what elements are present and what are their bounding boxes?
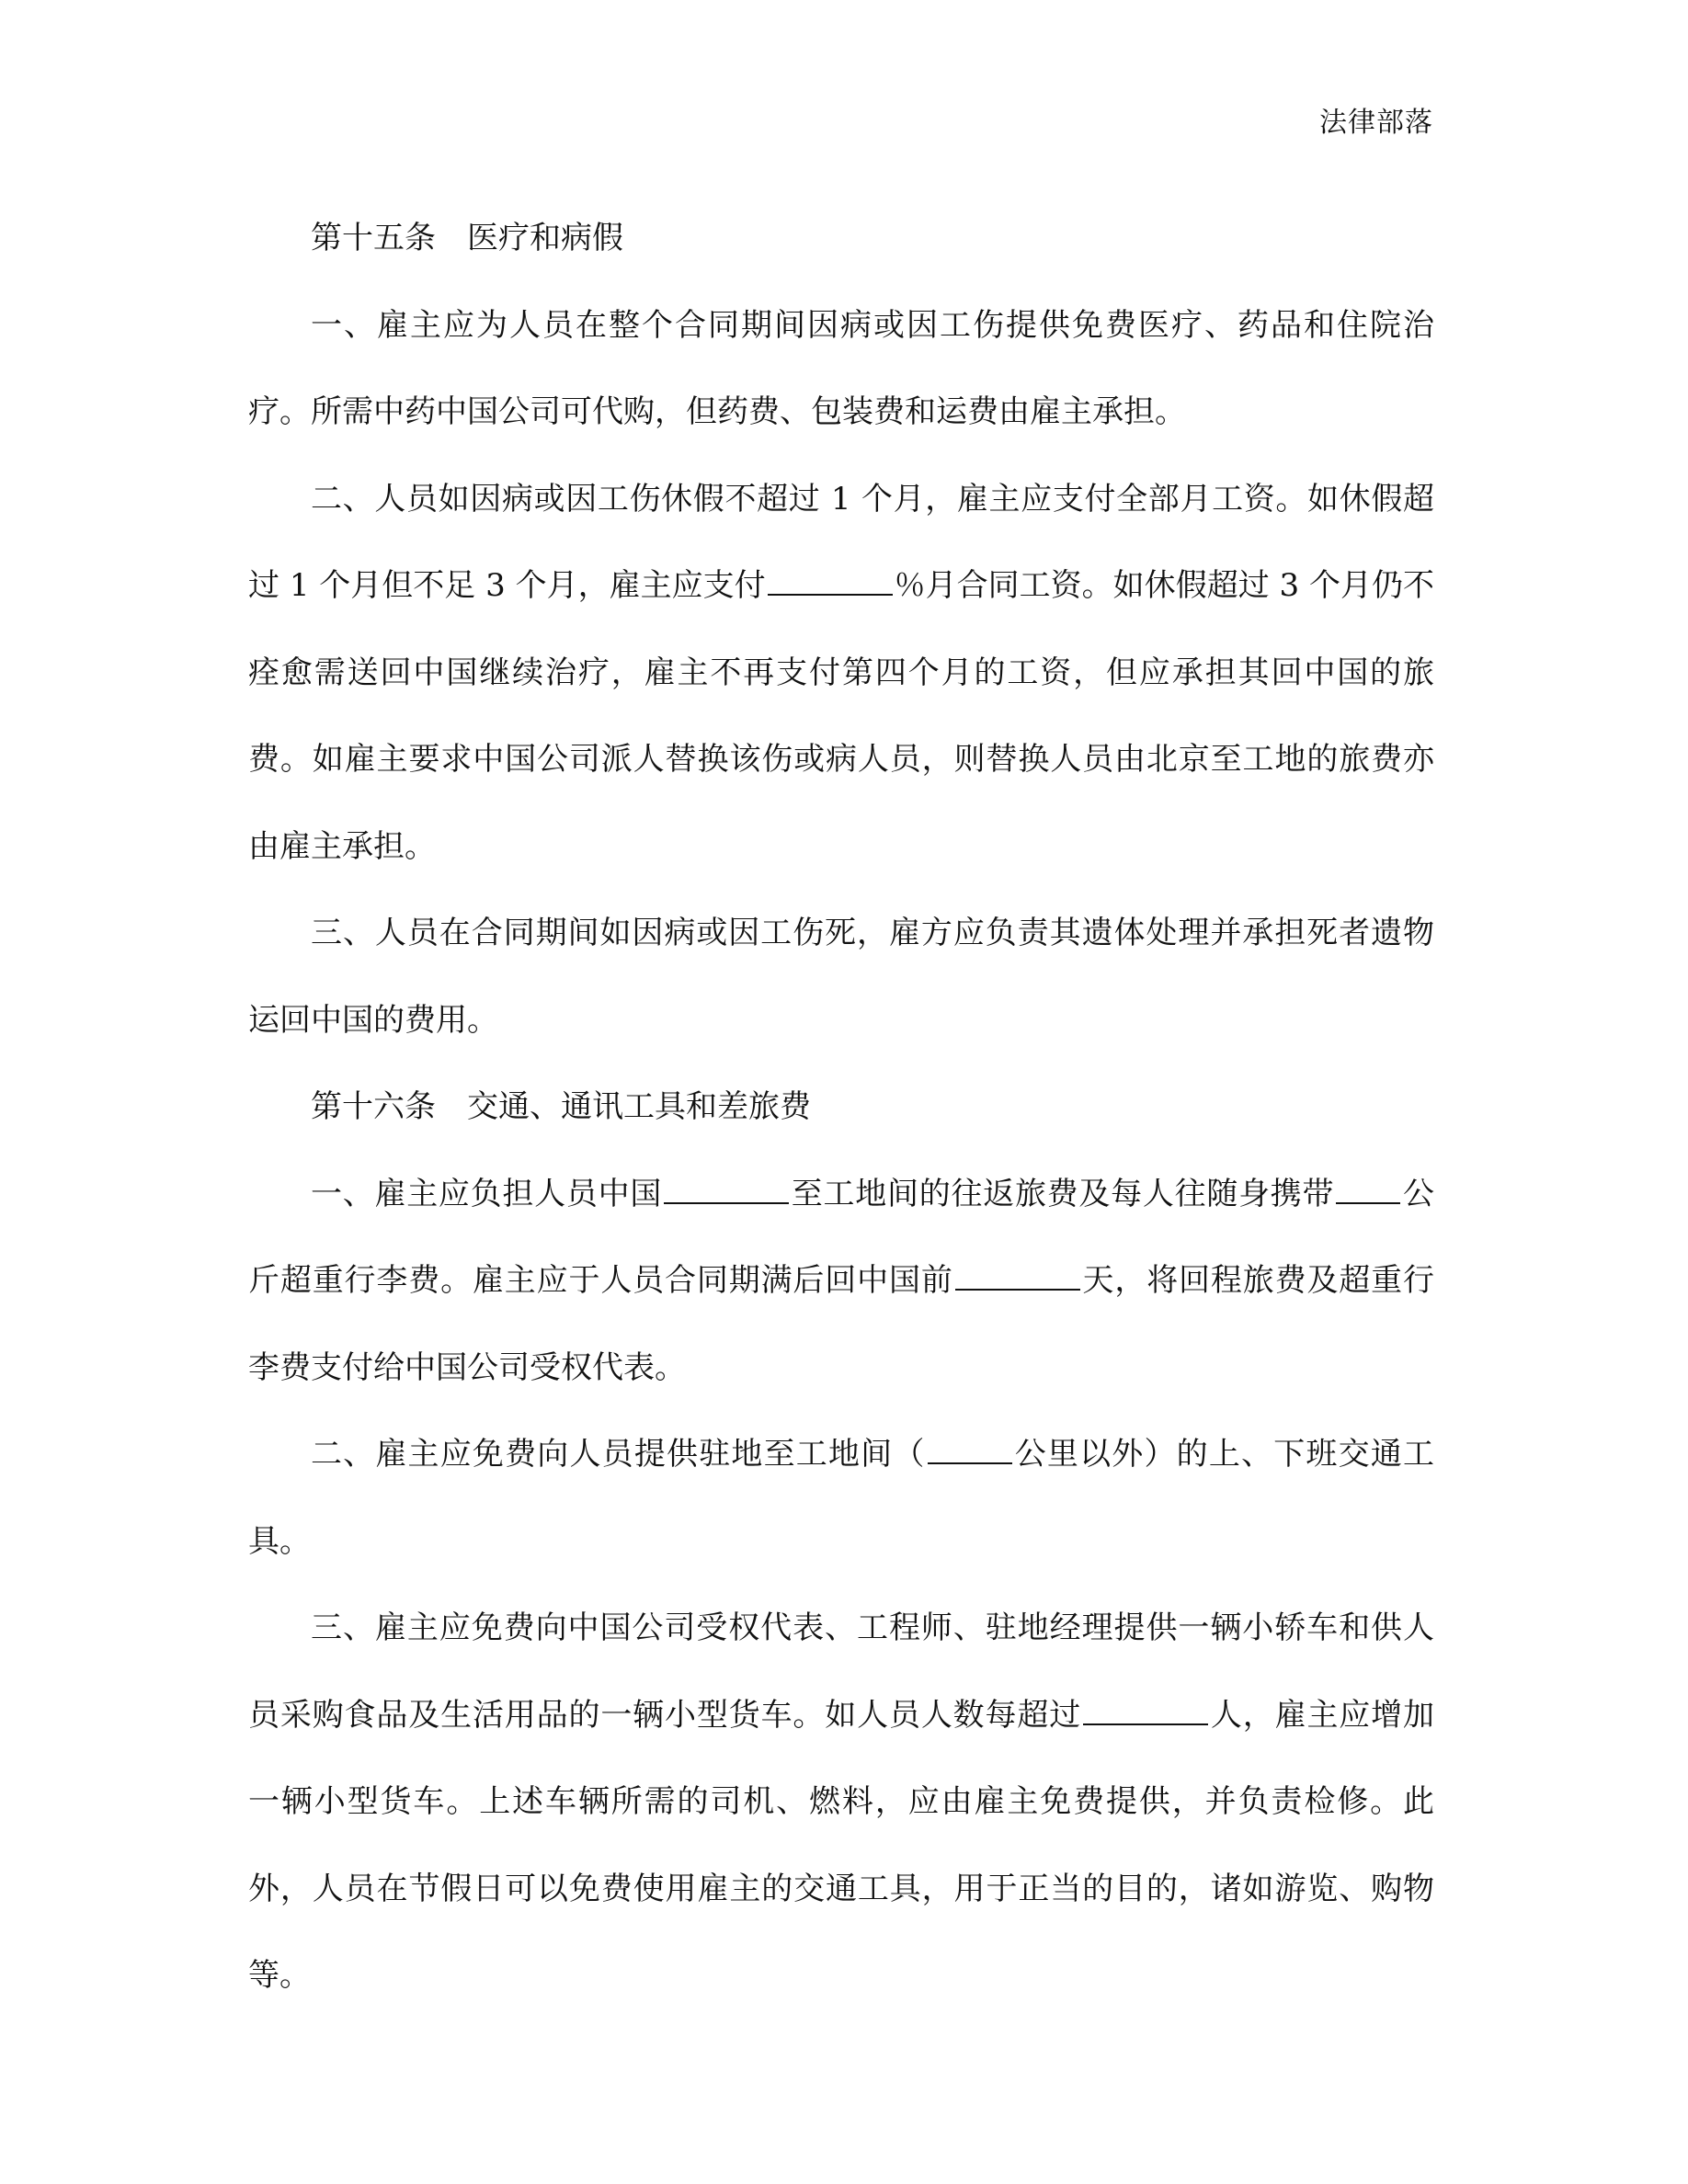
article-15-title: 第十五条 医疗和病假	[311, 220, 623, 256]
clause-text: 人，雇主应增加一辆小型货车。上述车辆所需的司机、燃料，应由雇主免费提供，并负责检修。此外，人员在节假日可以免费使用雇主的交通工具，用于正当的目的，诸如游览、购物等。	[248, 1696, 1435, 1994]
clause-text: 二、人员如因病或因工伤休假不超过 1 个月，雇主应支付全部月工资。如休假超过 1 个月但不足 3 个月，雇主应支付	[248, 480, 1434, 604]
article-16-clause-2	[248, 1411, 1434, 1585]
clause-text: ％月合同工资。如休假超过 3 个月仍不痊愈需送回中国继续治疗，雇主不再支付第四个月的工资，但应承担其回中国的旅费。如雇主要求中国公司派人替换该伤或病人员，则替换人员由北京至工地的旅费亦由雇主承担。	[248, 567, 1434, 865]
clause-text: 三、雇主应免费向中国公司受权代表、工程师、驻地经理提供一辆小轿车和供人员采购食品及生活用品的一辆小型货车。如人员人数每超过	[248, 1610, 1434, 1734]
article-16-title: 第十六条 交通、通讯工具和差旅费	[311, 1088, 811, 1125]
fill-blank	[1336, 1171, 1400, 1204]
fill-blank	[955, 1257, 1080, 1291]
article-16-clause-1	[248, 1151, 1434, 1412]
clause-text: 天，将回程旅费及超重行李费支付给中国公司受权代表。	[248, 1262, 1435, 1386]
article-15-clause-1: 一、雇主应为人员在整个合同期间因病或因工伤提供免费医疗、药品和住院治疗。所需中药中国公司可代购，但药费、包装费和运费由雇主承担。	[248, 306, 1434, 430]
article-16-clause-3	[248, 1585, 1434, 2019]
clause-text: 二、雇主应免费向人员提供驻地至工地间（	[311, 1436, 926, 1473]
article-15-clause-2	[248, 456, 1434, 891]
fill-blank	[664, 1171, 789, 1204]
clause-text: 至工地间的往返旅费及每人往随身携带	[791, 1175, 1335, 1212]
article-15-clause-3: 三、人员在合同期间如因病或因工伤死，雇方应负责其遗体处理并承担死者遗物运回中国的费用。	[248, 915, 1434, 1039]
page-header: 法律部落	[1319, 107, 1433, 139]
fill-blank	[768, 563, 893, 596]
clause-text: 公斤超重行李费。雇主应于人员合同期满后回中国前	[248, 1175, 1435, 1299]
document-body	[248, 195, 1434, 2019]
fill-blank	[1083, 1692, 1208, 1725]
clause-text: 公里以外）的上、下班交通工具。	[248, 1436, 1434, 1560]
clause-text: 一、雇主应负担人员中国	[311, 1175, 663, 1212]
fill-blank	[928, 1431, 1012, 1464]
